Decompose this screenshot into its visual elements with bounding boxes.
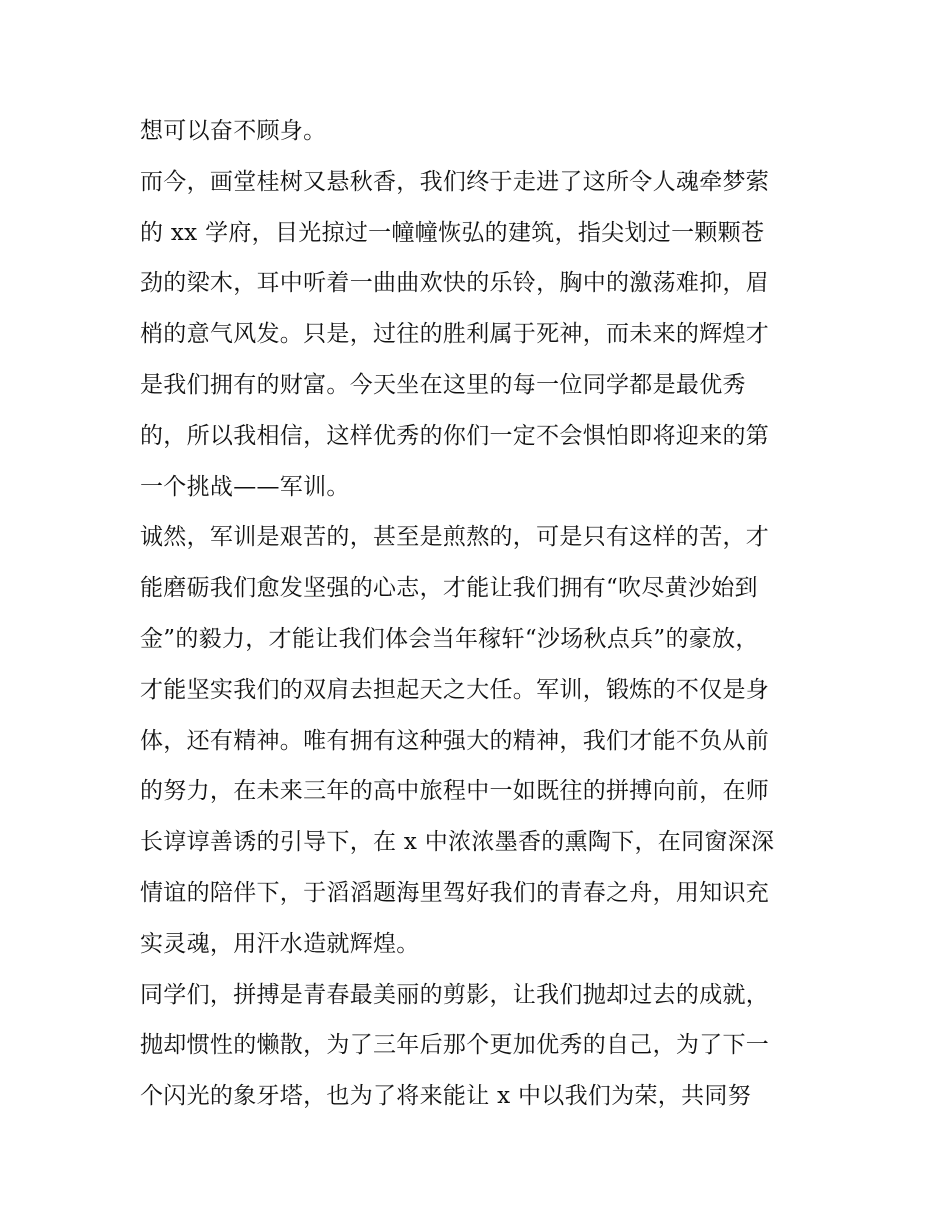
- text-line: 长谆谆善诱的引导下，在 x 中浓浓墨香的熏陶下，在同窗深深: [140, 829, 775, 856]
- text-line: 的 xx 学府，目光掠过一幢幢恢弘的建筑，指尖划过一颗颗苍: [140, 219, 765, 246]
- text-line: 能磨砺我们愈发坚强的心志，才能让我们拥有“吹尽黄沙始到: [140, 575, 758, 602]
- text-line: 劲的梁木，耳中听着一曲曲欢快的乐铃，胸中的激荡难抑，眉: [140, 270, 770, 297]
- text-line: 才能坚实我们的双肩去担起天之大任。军训，锻炼的不仅是身: [140, 676, 770, 703]
- text-line: 的，所以我相信，这样优秀的你们一定不会惧怕即将迎来的第: [140, 422, 770, 449]
- text-line: 抛却惯性的懒散，为了三年后那个更加优秀的自己，为了下一: [140, 1032, 770, 1059]
- text-line: 而今，画堂桂树又悬秋香，我们终于走进了这所令人魂牵梦萦: [140, 168, 770, 195]
- text-line: 实灵魂，用汗水造就辉煌。: [140, 930, 420, 957]
- text-line: 同学们，拼搏是青春最美丽的剪影，让我们抛却过去的成就，: [140, 981, 770, 1008]
- text-line: 诚然，军训是艰苦的，甚至是煎熬的，可是只有这样的苦，才: [140, 524, 770, 551]
- text-line: 梢的意气风发。只是，过往的胜利属于死神，而未来的辉煌才: [140, 321, 770, 348]
- text-line: 想可以奋不顾身。: [140, 118, 327, 144]
- text-line: 金”的毅力，才能让我们体会当年稼轩“沙场秋点兵”的豪放，: [140, 625, 759, 652]
- text-line: 体，还有精神。唯有拥有这种强大的精神，我们才能不负从前: [140, 727, 770, 754]
- text-line: 一个挑战——军训。: [140, 473, 350, 500]
- text-line: 个闪光的象牙塔，也为了将来能让 x 中以我们为荣，共同努: [140, 1083, 751, 1110]
- text-line: 的努力，在未来三年的高中旅程中一如既往的拼搏向前，在师: [140, 778, 770, 805]
- text-line: 情谊的陪伴下，于滔滔题海里驾好我们的青春之舟，用知识充: [140, 879, 770, 906]
- text-line: 是我们拥有的财富。今天坐在这里的每一位同学都是最优秀: [140, 371, 746, 398]
- document-body: [140, 106, 820, 1122]
